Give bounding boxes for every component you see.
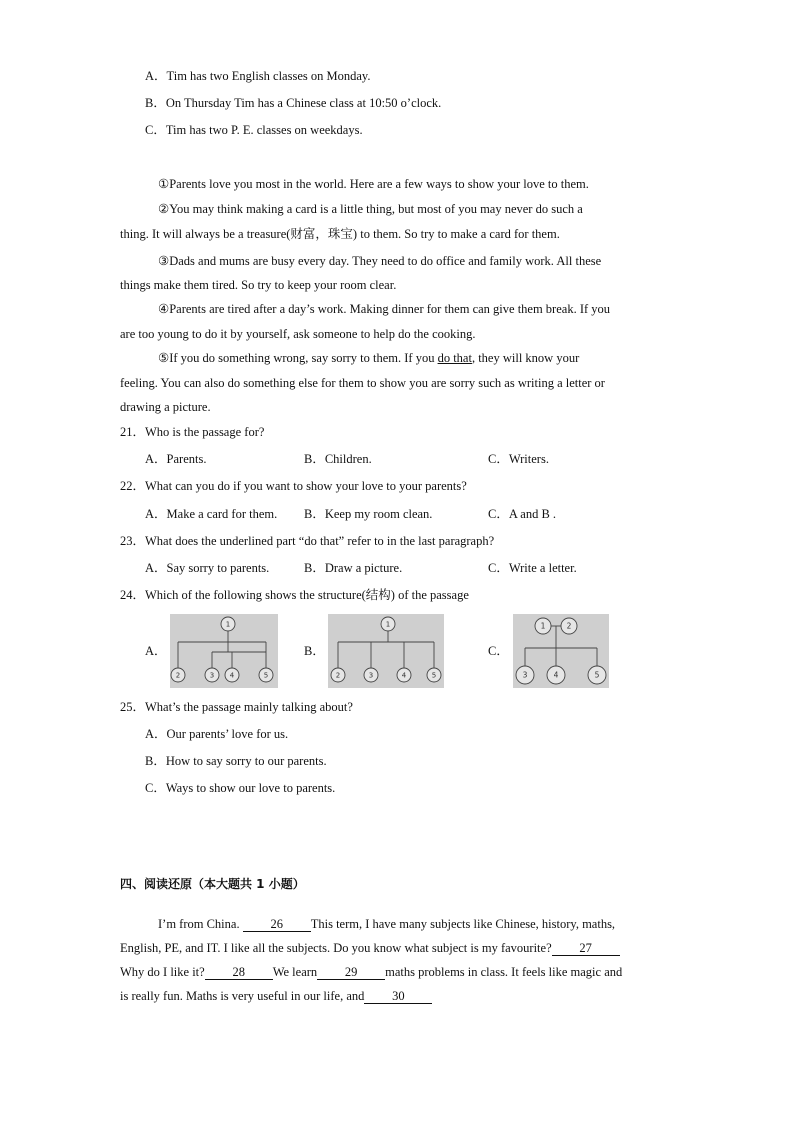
section4-line2: [120, 940, 620, 956]
blank-28[interactable]: 28: [205, 965, 273, 980]
passage-p2-line1: ②You may think making a card is a little thing, but most of you may never do such a: [158, 202, 583, 216]
passage-p2-line2: thing. It will always be a treasure(财富，珠宝) to them. So try to make a card for them.: [120, 227, 560, 241]
blank-26[interactable]: 26: [243, 917, 311, 932]
passage-p5-line2: feeling. You can also do something else for them to show you are sorry such as writing a letter or: [120, 376, 605, 390]
diagram-c-label-1: 1: [540, 621, 546, 631]
passage-p1: ①Parents love you most in the world. Here are a few ways to show your love to them.: [158, 177, 589, 191]
diagram-b-label-2: 2: [335, 671, 341, 680]
diagram-b-label-3: 3: [368, 671, 374, 680]
q24-stem: 24．Which of the following shows the structure(结构) of the passage: [120, 588, 469, 602]
q23-option-c: C．Write a letter.: [488, 561, 577, 575]
section4-line3-a: Why do I like it?: [120, 965, 205, 979]
q21-option-c: C．Writers.: [488, 452, 549, 466]
blank-29[interactable]: 29: [317, 965, 385, 980]
q21-option-b: B．Children.: [304, 452, 372, 466]
section4-line1-b: This term, I have many subjects like Chinese, history, maths,: [310, 917, 616, 931]
diagram-c-label-3: 3: [522, 670, 528, 680]
structure-diagram-a: [170, 614, 278, 688]
passage-p5-before: ⑤If you do something wrong, say sorry to them. If you: [158, 351, 438, 365]
q23-option-b: B．Draw a picture.: [304, 561, 403, 575]
section4-line1-a: I’m from China.: [158, 917, 243, 931]
section4-line4-a: is really fun. Maths is very useful in our life, and: [120, 989, 365, 1003]
q21-stem: 21．Who is the passage for?: [120, 425, 265, 439]
q25-option-c: C．Ways to show our love to parents.: [145, 781, 336, 795]
q25-option-b: B．How to say sorry to our parents.: [145, 754, 327, 768]
section4-line3-c: maths problems in class. It feels like magic and: [385, 965, 623, 979]
section4-heading: 四、阅读还原（本大题共 1 小题）: [120, 877, 305, 891]
diagram-a-label-1: 1: [225, 620, 231, 629]
section4-line2-a: English, PE, and IT. I like all the subjects. Do you know what subject is my favourite?: [120, 941, 552, 955]
prev-option-c: C．Tim has two P. E. classes on weekdays.: [145, 123, 363, 137]
q24-option-c: C．: [488, 644, 509, 658]
q24-option-a: A．: [145, 644, 167, 658]
underlined-do-that: do that: [437, 351, 472, 365]
diagram-b-label-5: 5: [431, 671, 437, 680]
blank-30[interactable]: 30: [364, 989, 432, 1004]
prev-option-a: A．Tim has two English classes on Monday.: [145, 69, 371, 83]
passage-p3-line1: ③Dads and mums are busy every day. They need to do office and family work. All these: [158, 254, 602, 268]
q22-stem: 22．What can you do if you want to show your love to your parents?: [120, 479, 467, 493]
q23-stem: 23．What does the underlined part “do that” refer to in the last paragraph?: [120, 534, 495, 548]
q23-option-a: A．Say sorry to parents.: [145, 561, 270, 575]
passage-p5-line1: [158, 350, 579, 366]
section4-line1: [158, 916, 615, 932]
structure-diagram-c: [513, 614, 609, 688]
passage-p4-line1: ④Parents are tired after a day’s work. Making dinner for them can give them break. If you: [158, 302, 611, 316]
q24-option-b: B．: [304, 644, 325, 658]
section4-line3: [120, 964, 622, 980]
q25-option-a: A．Our parents’ love for us.: [145, 727, 289, 741]
section4-line3-b: We learn: [272, 965, 318, 979]
q21-option-a: A．Parents.: [145, 452, 207, 466]
q22-option-a: A．Make a card for them.: [145, 507, 278, 521]
diagram-c-label-4: 4: [553, 670, 559, 680]
section4-line4: [120, 988, 432, 1004]
passage-p5-line3: drawing a picture.: [120, 400, 211, 414]
diagram-a-label-5: 5: [263, 671, 269, 680]
passage-p5-after: , they will know your: [471, 351, 580, 365]
structure-diagram-b: [328, 614, 444, 688]
diagram-c-label-5: 5: [594, 670, 600, 680]
passage-p4-line2: are too young to do it by yourself, ask someone to help do the cooking.: [120, 327, 476, 341]
passage-p3-line2: things make them tired. So try to keep your room clear.: [120, 278, 397, 292]
q22-option-c: C．A and B .: [488, 507, 557, 521]
diagram-a-label-4: 4: [229, 671, 235, 680]
diagram-b-label-1: 1: [385, 620, 391, 629]
blank-27[interactable]: 27: [552, 941, 620, 956]
diagram-a-label-3: 3: [209, 671, 215, 680]
diagram-b-label-4: 4: [401, 671, 407, 680]
diagram-a-label-2: 2: [175, 671, 181, 680]
q22-option-b: B．Keep my room clean.: [304, 507, 433, 521]
q25-stem: 25．What’s the passage mainly talking about?: [120, 700, 353, 714]
diagram-c-label-2: 2: [566, 621, 572, 631]
prev-option-b: B．On Thursday Tim has a Chinese class at 10:50 o’clock.: [145, 96, 442, 110]
